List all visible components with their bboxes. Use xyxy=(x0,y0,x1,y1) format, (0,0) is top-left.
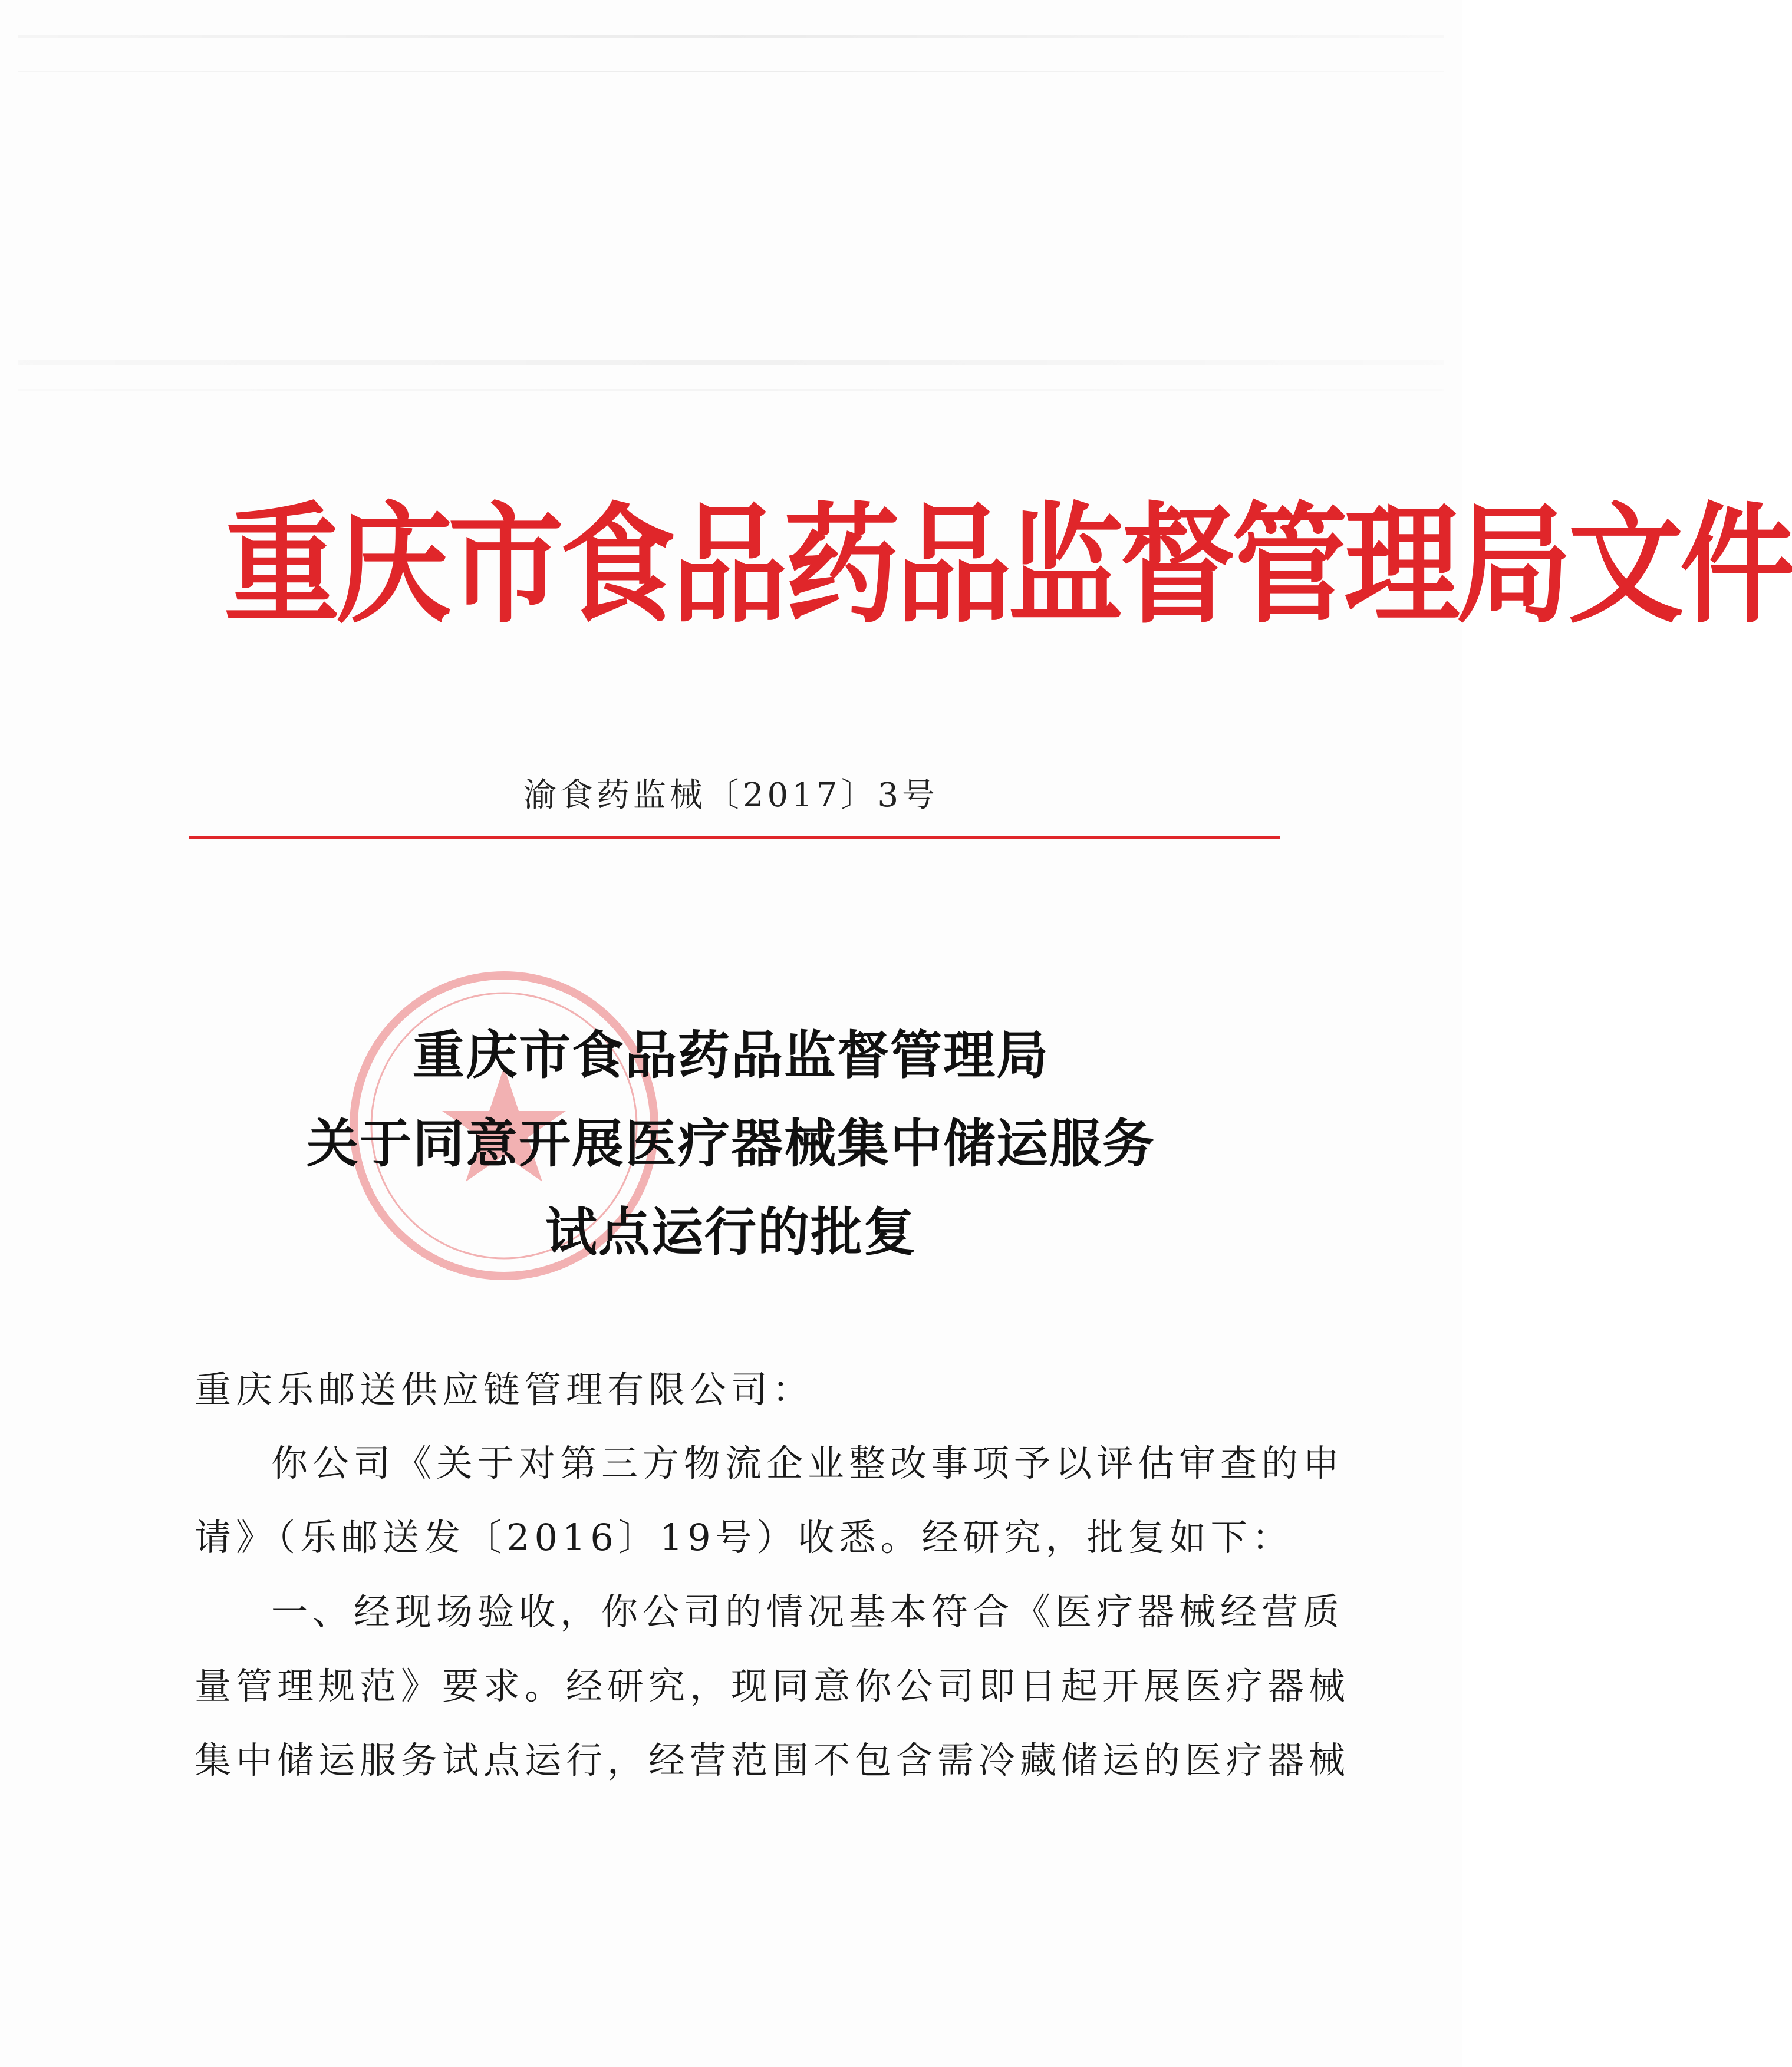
title-line-1: 重庆市食品药品监督管理局 xyxy=(412,1024,1049,1086)
masthead-title: 重庆市食品药品监督管理局文件 xyxy=(224,490,1792,641)
scan-artifact xyxy=(18,389,1444,391)
paragraph-2-line-2: 量管理规范》要求。经研究，现同意你公司即日起开展医疗器械 xyxy=(195,1664,1350,1707)
paragraph-1-line-2: 请》（乐邮送发〔2016〕19号）收悉。经研究，批复如下： xyxy=(195,1516,1293,1559)
paragraph-2-line-3: 集中储运服务试点运行，经营范围不包含需冷藏储运的医疗器械 xyxy=(195,1739,1350,1782)
paragraph-1-line-1: 你公司《关于对第三方物流企业整改事项予以评估审查的申 xyxy=(271,1442,1345,1485)
salutation: 重庆乐邮送供应链管理有限公司： xyxy=(195,1368,814,1411)
title-line-2: 关于同意开展医疗器械集中储运服务 xyxy=(306,1113,1155,1174)
scan-artifact xyxy=(18,360,1444,365)
paragraph-2-line-1: 一、经现场验收，你公司的情况基本符合《医疗器械经营质 xyxy=(271,1590,1345,1633)
document-number: 渝食药监械〔2017〕3号 xyxy=(523,776,939,815)
title-line-3: 试点运行的批复 xyxy=(545,1201,917,1262)
red-divider xyxy=(189,836,1280,839)
scan-artifact xyxy=(18,35,1444,38)
scan-artifact xyxy=(18,71,1444,72)
